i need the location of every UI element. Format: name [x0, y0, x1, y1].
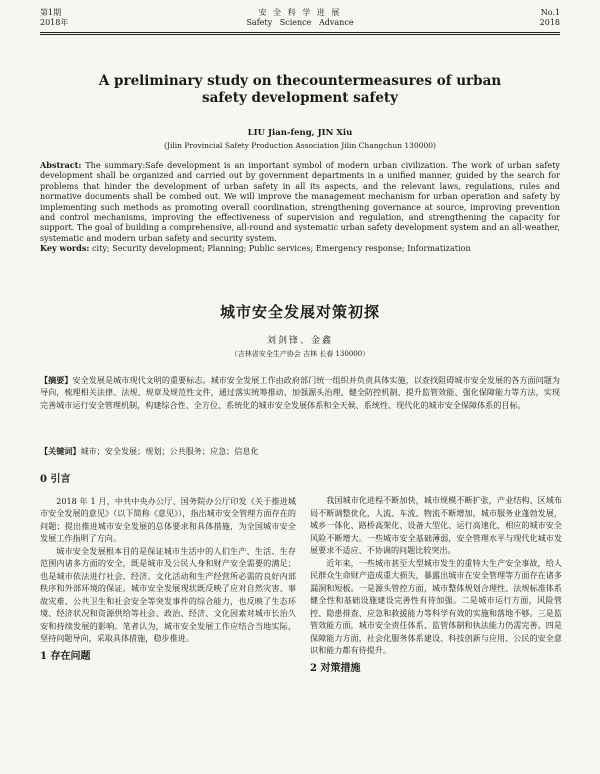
- header-rule-bottom: [40, 34, 560, 35]
- english-affiliation: (Jilin Provincial Safety Production Association Jilin Changchun 130000): [164, 141, 436, 150]
- issue-number-en: No.1: [540, 8, 560, 17]
- issue-number: 第1期: [40, 8, 62, 17]
- section-1-paragraph-2: 近年来，一些城市甚至大型城市发生的重特大生产安全事故，给人民群众生命财产造成重大损失，暴露出城市在安全管理等方面存在诸多漏洞和短板。一是源头管控方面，城市整体规划合理性、法规标准体系健全性和基础设施建设完善性有待加强。二是城市运行方面，风险管控、隐患排查、应急和救援能力等科学有效的实施和落地不够。三是监管效能方面，城市安全责任体系、监管体制和执法能力仍需完善。四是保障能力方面，社会化服务体系建设、科技创新与应用、公民的安全意识和能力都有待提升。: [310, 557, 562, 655]
- english-title-line1: A preliminary study on thecountermeasures of urban: [98, 73, 502, 89]
- section-0-heading: 0 引言: [40, 474, 71, 485]
- section-1-heading: 1 存在问题: [40, 650, 91, 662]
- body-right-column: [310, 494, 562, 675]
- english-abstract-label: Abstract:: [40, 160, 82, 170]
- header-right: [540, 8, 560, 28]
- chinese-keywords-label: 【关键词】: [40, 446, 81, 456]
- section-0-paragraph-1: 2018 年 1 月，中共中央办公厅、国务院办公厅印发《关于推进城市安全发展的意见》（以下简称《意见》），指出城市安全管理方面存在的问题；提出推进城市安全发展的总体要求和具体措施，为全国城市安全发展工作指明了方向。: [40, 495, 296, 543]
- section-2-heading: 2 对策措施: [310, 662, 361, 674]
- english-keywords-label: Key words:: [40, 243, 90, 254]
- body-left-column: [40, 474, 296, 663]
- header-center: [40, 8, 560, 28]
- chinese-abstract-text: 安全发展是城市现代文明的重要标志。城市安全发展工作由政府部门统一组织并负责具体实施，以查找阻碍城市安全发展的各方面问题为导向，梳理相关法律、法规、规章及规范性文件，通过落实统筹推动、加强源头治理、健全防控机制、提升监管效能、强化保障能力等方法，实现完善城市运行安全管理机制，构建综合性、全方位、系统化的城市安全发展体系和全天候、系统性、现代化的城市安全保障体系的目标。: [40, 375, 560, 410]
- journal-name-zh: 安 全 科 学 进 展: [258, 8, 342, 17]
- chinese-keywords-text: 城市；安全发展；规划；公共服务；应急；信息化: [80, 446, 259, 456]
- issue-year-en: 2018: [539, 18, 560, 27]
- chinese-title: 城市安全发展对策初探: [219, 303, 380, 321]
- english-title: [60, 73, 540, 107]
- english-title-line2: safety development safety: [201, 90, 398, 106]
- chinese-authors: 刘剑锋、金鑫: [266, 336, 333, 346]
- journal-name-en: Safety Science Advance: [246, 18, 354, 27]
- running-header: [40, 6, 560, 36]
- english-abstract-text: The summary:Safe development is an important symbol of modern urban civilization. The work of urban safety development shall be organized and carried out by government departments in a unified manner, guided by the search for problems that hinder the development of urban safety in all its aspects, and the relevant laws, regulations, rules and normative documents shall be combed out. We will improve the management mechanism for urban operation and safety by implementing such methods as promoting overall coordination, strengthening governance at source, improving prevention and control mechanisms, improving the effectiveness of supervision and regulation, and strengthening the capacity for support. The goal of building a comprehensive, all-round and systematic urban safety development system and an all-weather, systematic and modern urban safety and security system.: [40, 160, 560, 243]
- header-rule-top: [40, 32, 560, 33]
- chinese-abstract: [40, 374, 560, 411]
- chinese-abstract-label: 【摘要】: [40, 375, 73, 385]
- issue-year: 2018年: [40, 18, 69, 27]
- english-keywords-text: city; Security development; Planning; Public services; Emergency response; Informatization: [89, 243, 471, 254]
- chinese-affiliation: （吉林省安全生产协会 吉林 长春 130000）: [230, 350, 370, 358]
- section-1-paragraph-1: 我国城市化进程不断加快，城市规模不断扩张，产业结构、区域布局不断调整优化，人流、车流、物流不断增加，城市服务业蓬勃发展，城乡一体化、路桥高架化、设备大型化、运行高速化，相应的城市安全风险不断增大。一些城市安全基础薄弱，安全管理水平与现代化城市发展要求不适应、不协调的问题比较突出。: [310, 495, 562, 555]
- section-0-paragraph-2: 城市安全发展根本目的是保证城市生活中的人们生产、生活、生存范围内诸多方面的安全，既是城市及公民人身和财产安全需要的满足；也是城市依法进行社会、经济、文化活动和生产经营所必需的良好内部秩序和外部环境的保证。城市安全发展现状既反映了应对自然灾害、事故灾难、公共卫生和社会安全等突发事件的综合能力，也反映了生态环境、经济状况和资源供给等社会、政治、经济、文化因素对城市长治久安和持续发展的影响。笔者认为，城市安全发展工作应结合当地实际，坚持问题导向，采取具体措施，稳步推进。: [40, 545, 296, 643]
- chinese-keywords: [40, 445, 560, 457]
- english-authors: LIU Jian-feng, JIN Xiu: [247, 128, 353, 138]
- english-abstract: [40, 160, 560, 254]
